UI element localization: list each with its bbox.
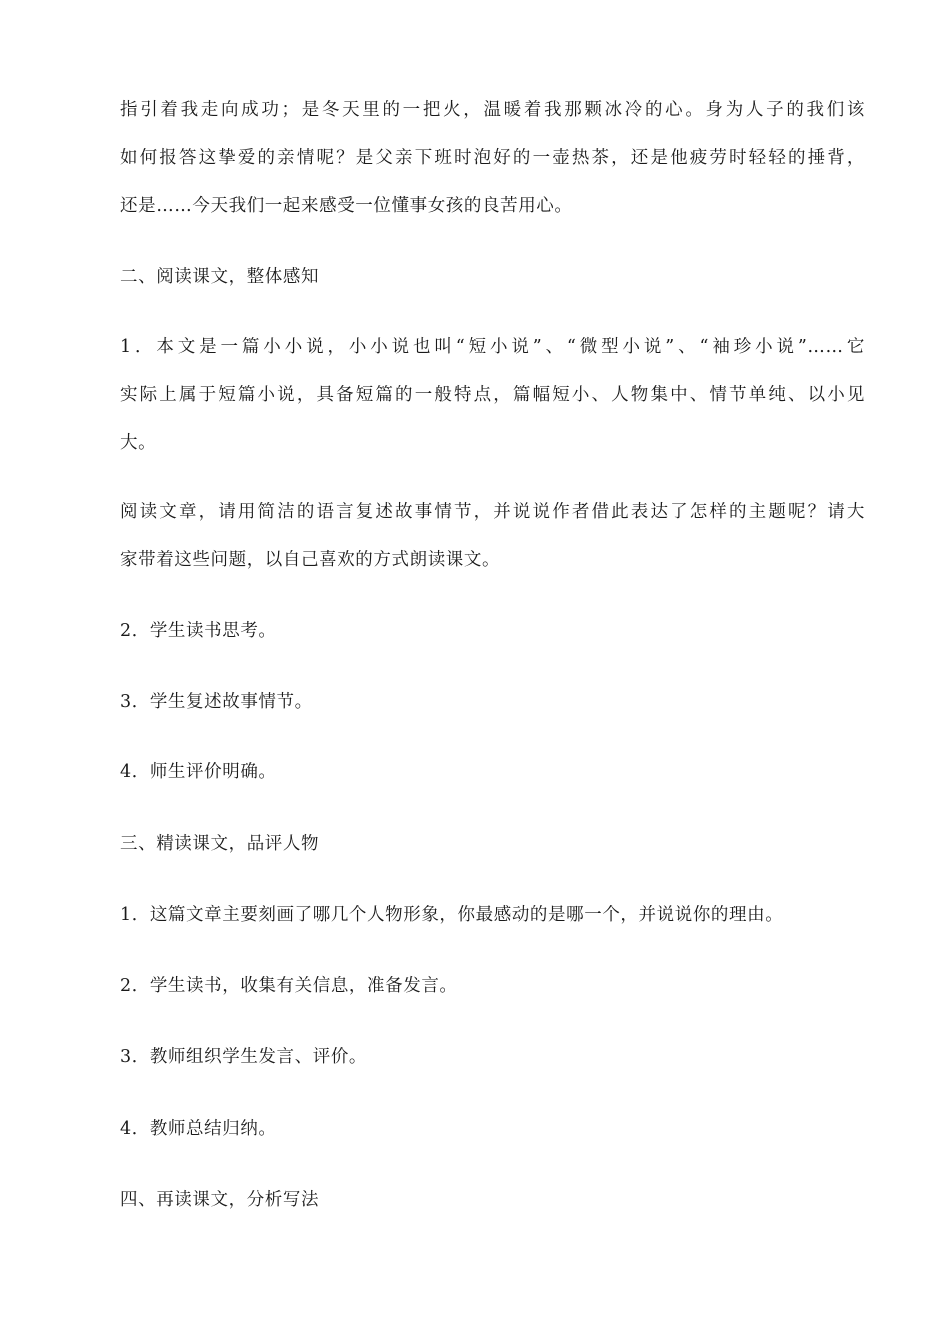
section-3-item-3-text: 3．教师组织学生发言、评价。	[120, 1047, 368, 1067]
section-2-item-2	[120, 607, 865, 655]
section-2-item-2-text: 2．学生读书思考。	[120, 621, 277, 641]
section-2-item-1-line-3: 大。	[120, 433, 157, 453]
section-2-heading-text: 二、阅读课文，整体感知	[120, 267, 320, 287]
intro-line-2: 如何报答这挚爱的亲情呢？是父亲下班时泡好的一壶热茶，还是他疲劳时轻轻的捶背，	[120, 148, 865, 168]
section-3-item-2	[120, 962, 865, 1010]
section-3-item-2-text: 2．学生读书，收集有关信息，准备发言。	[120, 976, 458, 996]
section-2-item-3	[120, 678, 865, 726]
section-2-item-1-line-2: 实际上属于短篇小说，具备短篇的一般特点，篇幅短小、人物集中、情节单纯、以小见	[120, 385, 865, 405]
section-3-item-4	[120, 1105, 865, 1153]
section-3-item-4-text: 4．教师总结归纳。	[120, 1119, 277, 1139]
section-2-item-1	[120, 323, 865, 467]
section-2-heading	[120, 253, 865, 301]
section-2-paragraph-line-1: 阅读文章，请用简洁的语言复述故事情节，并说说作者借此表达了怎样的主题呢？请大	[120, 502, 865, 522]
section-4-heading-text: 四、再读课文，分析写法	[120, 1190, 320, 1210]
section-2-paragraph	[120, 488, 865, 584]
section-2-item-1-line-1: 1．本文是一篇小小说，小小说也叫“短小说”、“微型小说”、“袖珍小说”……它	[120, 337, 865, 357]
section-3-heading-text: 三、精读课文，品评人物	[120, 834, 320, 854]
intro-line-1: 指引着我走向成功；是冬天里的一把火，温暖着我那颗冰冷的心。身为人子的我们该	[120, 100, 865, 120]
section-2-item-4-text: 4．师生评价明确。	[120, 762, 277, 782]
section-3-heading	[120, 820, 865, 868]
section-2-item-3-text: 3．学生复述故事情节。	[120, 692, 313, 712]
section-3-item-3	[120, 1033, 865, 1081]
intro-paragraph	[120, 86, 865, 230]
section-2-paragraph-line-2: 家带着这些问题，以自己喜欢的方式朗读课文。	[120, 550, 501, 570]
intro-line-3: 还是……今天我们一起来感受一位懂事女孩的良苦用心。	[120, 196, 573, 216]
section-4-heading	[120, 1176, 865, 1224]
section-2-item-4	[120, 748, 865, 796]
section-3-item-1	[120, 891, 865, 939]
section-3-item-1-text: 1．这篇文章主要刻画了哪几个人物形象，你最感动的是哪一个，并说说你的理由。	[120, 905, 784, 925]
